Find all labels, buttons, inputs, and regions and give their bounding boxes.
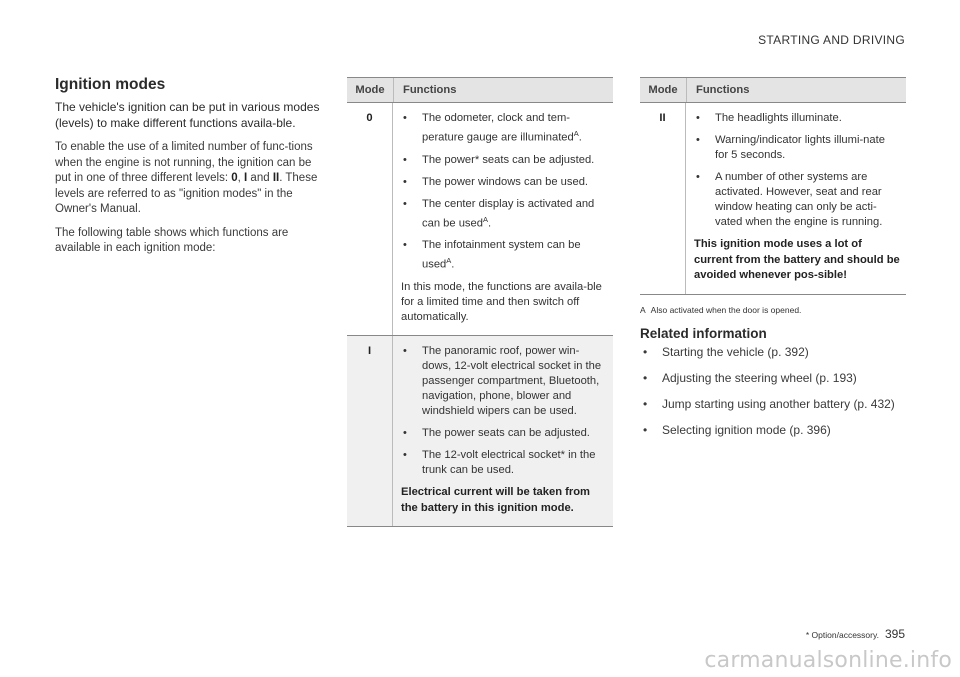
item-text: The panoramic roof, power win-dows, 12-volt electrical socket in the passenger compartment, Bluetooth, navigation, phone, blower and windshield wipers can be used. [422, 345, 602, 418]
related-link-text[interactable]: Jump starting using another battery (p. 432) [662, 397, 895, 411]
table-row-mode-0 [347, 103, 613, 336]
bullet-icon: • [403, 239, 407, 252]
item-text: The odometer, clock and tem-perature gauge are illuminated [422, 112, 574, 144]
item-text: The center display is activated and can be used [422, 197, 595, 230]
bullet-icon: • [643, 345, 648, 359]
bullet-icon: • [696, 171, 700, 183]
levels-text: To enable the use of a limited number of func-tions when the engine is not running, the ignition can be put in one of three different levels: [55, 141, 313, 184]
list-item [401, 448, 607, 478]
list-item [401, 344, 607, 419]
list-item [694, 133, 900, 163]
bullet-icon: • [403, 197, 407, 210]
bullet-icon: • [696, 112, 700, 124]
functions-cell [393, 336, 613, 526]
bullet-icon: • [403, 153, 407, 166]
battery-warning: Electrical current will be taken from the battery in this ignition mode. [401, 486, 591, 514]
item-text: The headlights illuminate. [715, 112, 842, 124]
related-link-text[interactable]: Starting the vehicle (p. 392) [662, 345, 809, 359]
functions-cell [686, 103, 906, 294]
lead-paragraph: The vehicle's ignition can be put in various modes (levels) to make different functions availa-ble. [55, 100, 320, 130]
ignition-table-part-2 [640, 77, 906, 295]
bullet-icon: • [403, 112, 407, 124]
footnote-ref: A [482, 214, 488, 224]
section-header: STARTING AND DRIVING [758, 33, 905, 47]
bullet-icon: • [696, 134, 700, 146]
item-text: Warning/indicator lights illumi-nate for 5 seconds. [715, 134, 885, 161]
mode-column-header: Mode [640, 78, 687, 102]
level-1-label: I [244, 172, 248, 184]
bullet-icon: • [403, 449, 407, 462]
list-item [694, 170, 900, 230]
footnote-ref: A [446, 256, 452, 266]
battery-warning: This ignition mode uses a lot of current from the battery and should be avoided whenever pos-sible! [694, 238, 900, 281]
footnote-text: Also activated when the door is opened. [650, 305, 802, 315]
mode-cell: 0 [347, 103, 393, 335]
list-item [401, 175, 607, 190]
bullet-icon: • [643, 423, 648, 437]
item-tail: . [578, 131, 582, 144]
page-title: Ignition modes [55, 76, 166, 93]
watermark: carmanualsonline.info [704, 648, 952, 673]
item-tail: . [451, 259, 455, 272]
item-text: The power* seats can be adjusted. [422, 153, 595, 166]
functions-column-header: Functions [696, 84, 750, 96]
related-link[interactable] [640, 345, 910, 360]
mode-column-header: Mode [347, 78, 394, 102]
item-text: The 12-volt electrical socket* in the trunk can be used. [422, 449, 596, 477]
table-header [347, 77, 613, 103]
list-item [401, 426, 607, 441]
table-header [640, 77, 906, 103]
related-link[interactable] [640, 397, 910, 412]
related-title: Related information [640, 326, 767, 341]
separator: and [247, 172, 273, 184]
related-link-text[interactable]: Adjusting the steering wheel (p. 193) [662, 371, 857, 385]
table-footnote [640, 305, 801, 315]
list-item [401, 197, 607, 232]
level-2-label: II [272, 172, 280, 184]
table-row-mode-I [347, 336, 613, 527]
table-row-mode-II [640, 103, 906, 295]
list-item [401, 238, 607, 273]
item-text: A number of other systems are activated. However, seat and rear window heating can only be acti-vated when the engine is running. [715, 171, 883, 228]
levels-paragraph [55, 140, 323, 218]
ignition-table-part-1 [347, 77, 613, 527]
bullet-icon: • [643, 371, 648, 385]
footnote-mark: A [640, 305, 646, 315]
levels-text-tail: . These levels are referred to as "ignition modes" in the Owner's Manual. [55, 172, 318, 215]
mode-cell: II [640, 103, 686, 294]
related-information [640, 326, 910, 449]
mode-note: In this mode, the functions are availa-ble for a limited time and then switch off automatically. [401, 281, 602, 324]
item-text: The power seats can be adjusted. [422, 427, 590, 440]
bullet-icon: • [403, 345, 407, 358]
related-link-text[interactable]: Selecting ignition mode (p. 396) [662, 423, 831, 437]
separator: , [237, 172, 245, 184]
functions-column-header: Functions [403, 84, 457, 96]
item-text: The power windows can be used. [422, 175, 589, 188]
list-item [401, 111, 607, 146]
option-accessory-note: * Option/accessory. [805, 630, 879, 640]
level-0-label: 0 [231, 172, 238, 184]
functions-cell [393, 103, 613, 335]
bullet-icon: • [403, 175, 407, 188]
page-footer [806, 627, 905, 641]
related-link[interactable] [640, 423, 910, 438]
page-number: 395 [884, 627, 905, 641]
bullet-icon: • [403, 427, 407, 440]
list-item [694, 111, 900, 126]
intro-column [55, 76, 323, 265]
footnote-ref: A [573, 129, 579, 138]
related-link[interactable] [640, 371, 910, 386]
mode-cell: I [347, 336, 393, 526]
table-intro-paragraph: The following table shows which functions are available in each ignition mode: [55, 226, 289, 254]
item-text: The infotainment system can be used [422, 239, 581, 272]
bullet-icon: • [643, 397, 648, 411]
list-item [401, 153, 607, 168]
item-tail: . [487, 217, 492, 230]
